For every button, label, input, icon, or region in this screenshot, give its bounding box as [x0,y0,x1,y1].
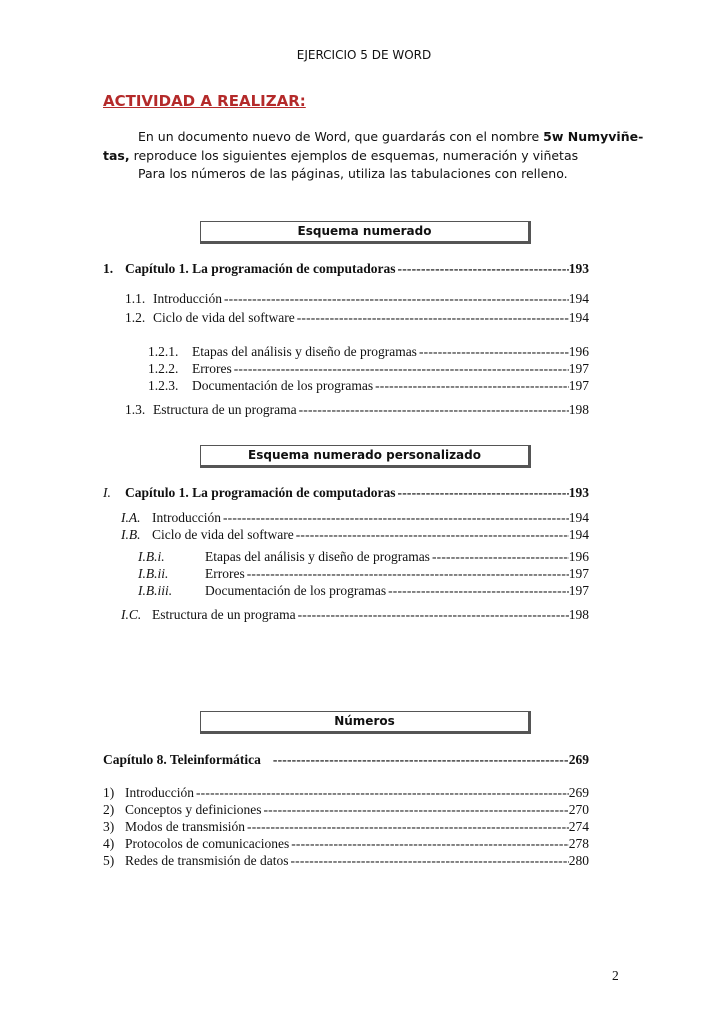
entry-number: 1.2.1. [148,344,179,359]
section-title-esquema-numerado: Esquema numerado [200,221,531,244]
file-name: 5w Numyviñe- [543,129,644,144]
toc-chapter [103,752,589,768]
toc-entry [148,378,589,394]
tab-leader [221,510,569,526]
entry-text: Introducción [153,291,222,306]
toc-entry [103,853,589,869]
toc-entry [148,344,589,360]
entry-number: 1.2.2. [148,361,179,376]
entry-page: 196 [568,549,589,564]
entry-text: Errores [192,361,232,376]
toc-entry [125,310,589,326]
entry-page: 270 [568,802,589,817]
toc-entry [125,402,589,418]
tab-leader [396,261,569,277]
entry-page: 193 [568,485,589,500]
entry-number: I.B. [121,527,141,542]
toc-entry [103,485,589,501]
section-title-numeros: Números [200,711,531,734]
toc-entry [121,607,589,623]
entry-number: 1.1. [125,291,146,306]
entry-number: 1.3. [125,402,146,417]
tab-leader [261,752,569,768]
tab-leader [194,785,569,801]
entry-number: 5) [103,853,115,868]
toc-entry [138,566,589,582]
tab-leader [294,527,569,543]
entry-number: 4) [103,836,115,851]
entry-page: 194 [568,310,589,325]
toc-entry [103,261,589,277]
tab-leader [430,549,569,565]
entry-text: Errores [205,566,245,581]
entry-number: I.B.i. [138,549,165,564]
entry-text: Modos de transmisión [125,819,245,834]
entry-number: I.A. [121,510,141,525]
tab-leader [261,802,568,818]
toc-entry [138,583,589,599]
entry-number: 2) [103,802,115,817]
toc-entry [125,291,589,307]
entry-text: Documentación de los programas [205,583,387,598]
entry-page: 197 [568,361,589,376]
tab-leader [386,583,569,599]
entry-number: 1.2. [125,310,146,325]
entry-text: Capítulo 1. La programación de computadoras [125,485,396,500]
entry-text: Introducción [125,785,194,800]
entry-number: 1.2.3. [148,378,179,393]
entry-text: Capítulo 8. Teleinformática [103,752,261,767]
entry-text: Ciclo de vida del software [153,310,295,325]
section-title-esquema-personalizado: Esquema numerado personalizado [200,445,531,468]
toc-entry [121,510,589,526]
entry-number: I.B.ii. [138,566,169,581]
entry-page: 269 [568,752,589,767]
tab-leader [296,607,569,623]
entry-page: 198 [568,402,589,417]
entry-page: 280 [568,853,589,868]
entry-text: Protocolos de comunicaciones [125,836,290,851]
entry-page: 269 [568,785,589,800]
entry-page: 194 [568,527,589,542]
entry-page: 274 [568,819,589,834]
entry-text: Etapas del análisis y diseño de programas [192,344,417,359]
tab-leader [245,819,569,835]
entry-page: 278 [568,836,589,851]
toc-entry [103,819,589,835]
entry-text: Introducción [152,510,221,525]
tab-leader [417,344,569,360]
entry-text: Conceptos y definiciones [125,802,262,817]
instruction-text: En un documento nuevo de Word, que guardarás con el nombre [138,129,544,144]
entry-page: 197 [568,378,589,393]
entry-text: Capítulo 1. La programación de computadoras [125,261,396,276]
entry-number: I. [103,485,111,500]
entry-number: 1. [103,261,114,276]
entry-text: Redes de transmisión de datos [125,853,289,868]
entry-page: 196 [568,344,589,359]
entry-page: 198 [568,607,589,622]
file-name-end: tas, [103,148,130,163]
entry-number: 1) [103,785,115,800]
entry-text: Etapas del análisis y diseño de programas [205,549,430,564]
entry-number: I.B.iii. [138,583,173,598]
entry-text: Estructura de un programa [152,607,296,622]
toc-entry [138,549,589,565]
entry-number: 3) [103,819,115,834]
tab-leader [297,402,569,418]
entry-number: I.C. [121,607,142,622]
entry-text: Documentación de los programas [192,378,374,393]
toc-entry [103,802,589,818]
page-header: EJERCICIO 5 DE WORD [296,48,432,62]
entry-page: 194 [568,291,589,306]
toc-entry [103,785,589,801]
tab-leader [396,485,569,501]
tab-leader [222,291,569,307]
instruction-line-3: Para los números de las páginas, utiliza las tabulaciones con relleno. [138,166,568,181]
tab-leader [245,566,569,582]
entry-page: 197 [568,566,589,581]
entry-text: Estructura de un programa [153,402,297,417]
tab-leader [373,378,569,394]
page-number: 2 [612,968,619,983]
entry-text: Ciclo de vida del software [152,527,294,542]
activity-heading: ACTIVIDAD A REALIZAR: [103,92,306,110]
tab-leader [288,853,568,869]
entry-page: 194 [568,510,589,525]
tab-leader [295,310,569,326]
instruction-line-1 [138,129,643,144]
tab-leader [289,836,569,852]
entry-page: 197 [568,583,589,598]
instruction-line-2 [103,148,578,163]
toc-entry [121,527,589,543]
entry-page: 193 [568,261,589,276]
tab-leader [232,361,569,377]
instruction-text: reproduce los siguientes ejemplos de esquemas, numeración y viñetas [129,148,579,163]
toc-entry [103,836,589,852]
toc-entry [148,361,589,377]
